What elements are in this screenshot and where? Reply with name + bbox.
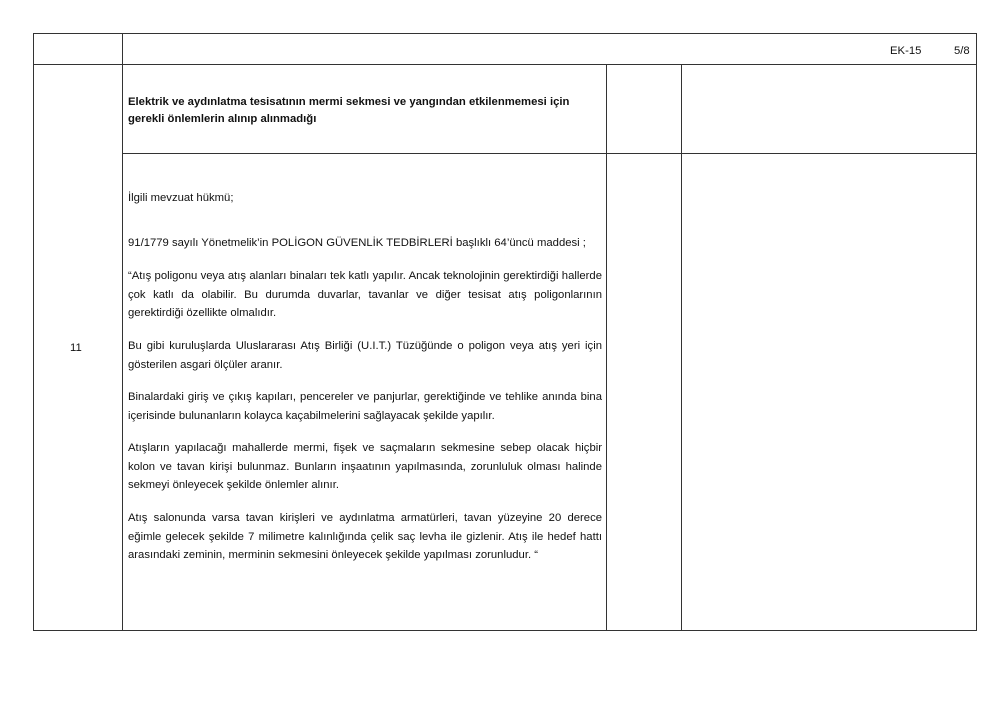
row-number: 11 (70, 342, 82, 354)
paragraph-1: “Atış poligonu veya atış alanları binaları tek katlı yapılır. Ancak teknolojinin gerektirdiği hallerde çok katlı da olabilir. Bu durumda duvarlar, tavanlar ve diğer tesisat atış poligonlarının gerektirdiği özellikte olmalıdır. (128, 270, 602, 319)
intro-text: İlgili mevzuat hükmü; (128, 192, 234, 204)
document-code: EK-15 (890, 45, 922, 57)
item-title: Elektrik ve aydınlatma tesisatının mermi sekmesi ve yangından etkilenmemesi için gerekli önlemlerin alınıp alınmadığı (128, 96, 570, 125)
header-row-divider (33, 64, 977, 65)
paragraph-4: Atışların yapılacağı mahallerde mermi, fişek ve saçmaların sekmesine sebep olacak hiçbir kolon ve tavan kirişi bulunmaz. Bunların inşaatının yapılmasında, zorunluluk olması halinde sekmeyi önleyecek şekilde önlemler alınır. (128, 442, 602, 491)
column-divider-content (606, 65, 607, 631)
column-divider-status (681, 65, 682, 631)
page-number: 5/8 (954, 45, 970, 57)
regulation-reference: 91/1779 sayılı Yönetmelik’in POLİGON GÜVENLİK TEDBİRLERİ başlıklı 64’üncü maddesi ; (128, 237, 586, 249)
paragraph-5: Atış salonunda varsa tavan kirişleri ve aydınlatma armatürleri, tavan yüzeyine 20 derece eğimle gelecek şekilde 7 milimetre kalınlığında çelik saç levha ile gizlenir. Atış ile hedef hattı arasındaki zeminin, merminin sekmesini önleyecek şekilde yapılması zorunludur. “ (128, 512, 602, 561)
paragraph-3: Binalardaki giriş ve çıkış kapıları, pencereler ve panjurlar, gerektiğinde ve tehlike anında bina içerisinde bulunanların kolayca kaçabilmelerini sağlayacak şekilde yapılır. (128, 391, 602, 422)
title-row-divider (122, 153, 977, 154)
column-divider-number (122, 33, 123, 631)
paragraph-2: Bu gibi kuruluşlarda Uluslararası Atış Birliği (U.I.T.) Tüzüğünde o poligon veya atış yeri için gösterilen asgari ölçüler aranır. (128, 340, 602, 371)
